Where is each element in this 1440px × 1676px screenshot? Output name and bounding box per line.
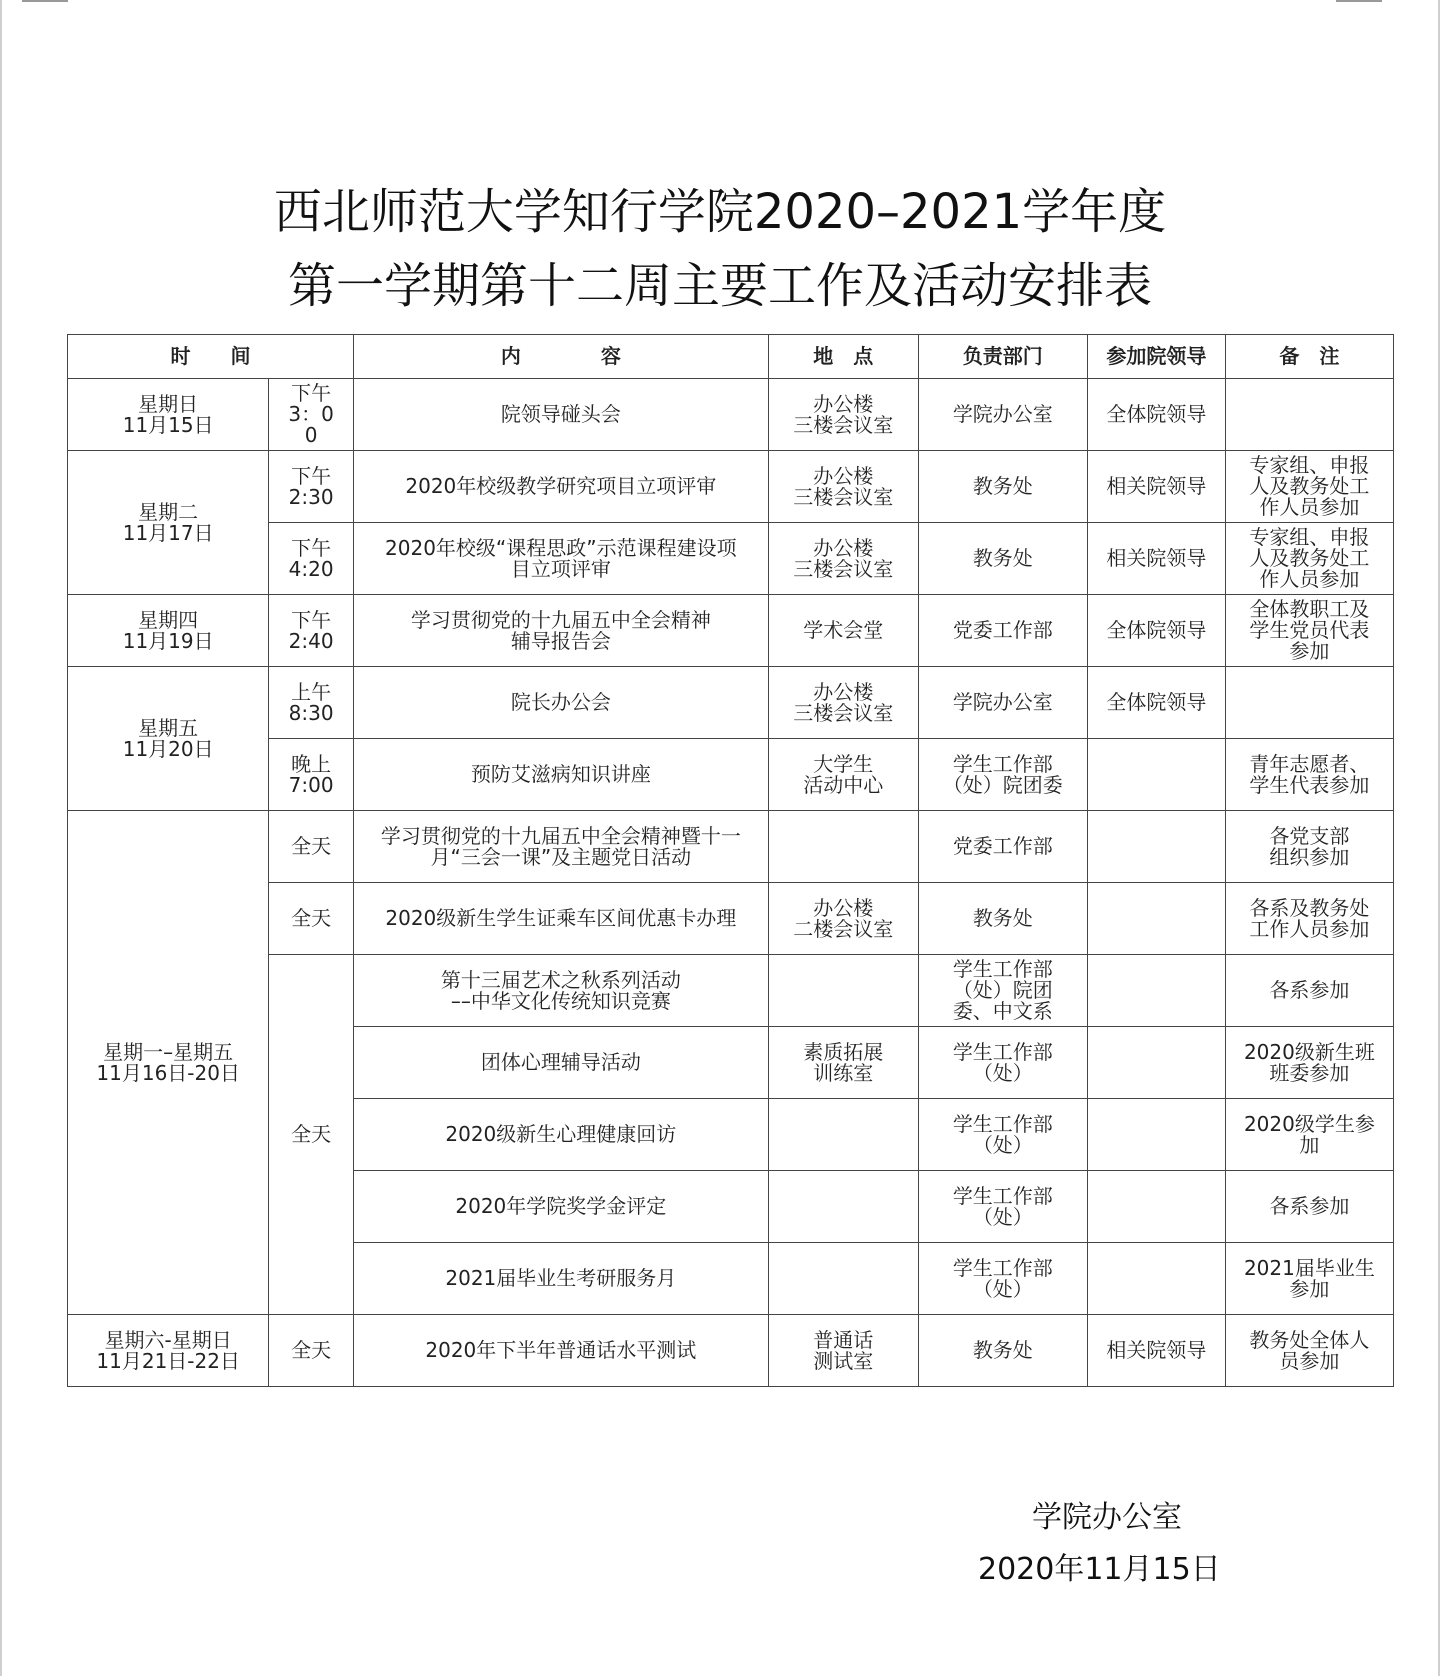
schedule-table	[67, 334, 1394, 1387]
leaders-cell: 相关院领导	[1088, 523, 1226, 595]
remarks-cell: 专家组、申报 人及教务处工 作人员参加	[1226, 451, 1394, 523]
remarks-cell: 教务处全体人 员参加	[1226, 1315, 1394, 1387]
location-cell	[769, 1099, 919, 1171]
department-cell: 学生工作部 （处）	[919, 1027, 1088, 1099]
header-time: 时 间	[68, 335, 354, 379]
location-cell	[769, 811, 919, 883]
content-cell: 学习贯彻党的十九届五中全会精神 辅导报告会	[354, 595, 769, 667]
table-row	[68, 667, 1394, 739]
time-cell: 全天	[269, 955, 354, 1315]
day-cell: 星期二 11月17日	[68, 451, 269, 595]
time-cell: 下午 4:20	[269, 523, 354, 595]
document-title	[0, 175, 1440, 323]
day-cell: 星期一–星期五 11月16日-20日	[68, 811, 269, 1315]
department-cell: 党委工作部	[919, 595, 1088, 667]
location-cell: 办公楼 三楼会议室	[769, 523, 919, 595]
header-department: 负责部门	[919, 335, 1088, 379]
issue-date: 2020年11月15日	[978, 1552, 1221, 1587]
content-cell: 2020年校级“课程思政”示范课程建设项 目立项评审	[354, 523, 769, 595]
content-cell: 2020年校级教学研究项目立项评审	[354, 451, 769, 523]
remarks-cell: 2020级学生参 加	[1226, 1099, 1394, 1171]
location-cell: 素质拓展 训练室	[769, 1027, 919, 1099]
corner-mark	[1336, 0, 1382, 2]
remarks-cell: 各系参加	[1226, 955, 1394, 1027]
header-row	[68, 335, 1394, 379]
leaders-cell	[1088, 811, 1226, 883]
day-cell: 星期六-星期日 11月21日-22日	[68, 1315, 269, 1387]
remarks-cell: 各党支部 组织参加	[1226, 811, 1394, 883]
content-cell: 2020年下半年普通话水平测试	[354, 1315, 769, 1387]
location-cell	[769, 1171, 919, 1243]
leaders-cell	[1088, 1171, 1226, 1243]
remarks-cell	[1226, 667, 1394, 739]
leaders-cell	[1088, 739, 1226, 811]
remarks-cell: 各系及教务处 工作人员参加	[1226, 883, 1394, 955]
location-cell: 大学生 活动中心	[769, 739, 919, 811]
location-cell: 办公楼 二楼会议室	[769, 883, 919, 955]
time-cell: 下午 2:40	[269, 595, 354, 667]
remarks-cell: 专家组、申报 人及教务处工 作人员参加	[1226, 523, 1394, 595]
department-cell: 学生工作部 （处）	[919, 1243, 1088, 1315]
table-row	[68, 379, 1394, 451]
time-cell: 全天	[269, 811, 354, 883]
header-leaders: 参加院领导	[1088, 335, 1226, 379]
leaders-cell	[1088, 1099, 1226, 1171]
time-cell: 下午 3：0 0	[269, 379, 354, 451]
time-cell: 晚上 7:00	[269, 739, 354, 811]
table-row	[68, 1315, 1394, 1387]
department-cell: 教务处	[919, 1315, 1088, 1387]
location-cell: 办公楼 三楼会议室	[769, 667, 919, 739]
leaders-cell: 相关院领导	[1088, 451, 1226, 523]
time-cell: 上午 8:30	[269, 667, 354, 739]
remarks-cell: 全体教职工及 学生党员代表 参加	[1226, 595, 1394, 667]
location-cell: 学术会堂	[769, 595, 919, 667]
time-cell: 全天	[269, 883, 354, 955]
content-cell: 2020年学院奖学金评定	[354, 1171, 769, 1243]
header-remarks: 备 注	[1226, 335, 1394, 379]
day-cell: 星期日 11月15日	[68, 379, 269, 451]
remarks-cell: 青年志愿者、 学生代表参加	[1226, 739, 1394, 811]
leaders-cell: 全体院领导	[1088, 667, 1226, 739]
title-line-1: 西北师范大学知行学院2020–2021学年度	[273, 184, 1167, 240]
content-cell: 院长办公会	[354, 667, 769, 739]
content-cell: 院领导碰头会	[354, 379, 769, 451]
department-cell: 教务处	[919, 523, 1088, 595]
department-cell: 学生工作部 （处）	[919, 1099, 1088, 1171]
table-row	[68, 811, 1394, 883]
title-line-2: 第一学期第十二周主要工作及活动安排表	[287, 258, 1152, 314]
header-location: 地 点	[769, 335, 919, 379]
content-cell: 预防艾滋病知识讲座	[354, 739, 769, 811]
leaders-cell: 相关院领导	[1088, 1315, 1226, 1387]
location-cell	[769, 1243, 919, 1315]
issuing-office: 学院办公室	[1032, 1500, 1182, 1535]
location-cell	[769, 955, 919, 1027]
location-cell: 办公楼 三楼会议室	[769, 451, 919, 523]
leaders-cell	[1088, 1027, 1226, 1099]
time-cell: 下午 2:30	[269, 451, 354, 523]
day-cell: 星期五 11月20日	[68, 667, 269, 811]
content-cell: 第十三届艺术之秋系列活动 ––中华文化传统知识竞赛	[354, 955, 769, 1027]
remarks-cell: 2021届毕业生 参加	[1226, 1243, 1394, 1315]
content-cell: 2020级新生心理健康回访	[354, 1099, 769, 1171]
department-cell: 教务处	[919, 451, 1088, 523]
department-cell: 学生工作部 （处）院团 委、中文系	[919, 955, 1088, 1027]
corner-mark	[22, 0, 68, 2]
department-cell: 学院办公室	[919, 667, 1088, 739]
leaders-cell	[1088, 883, 1226, 955]
department-cell: 学生工作部 （处）院团委	[919, 739, 1088, 811]
location-cell: 办公楼 三楼会议室	[769, 379, 919, 451]
header-content: 内 容	[354, 335, 769, 379]
remarks-cell	[1226, 379, 1394, 451]
remarks-cell: 各系参加	[1226, 1171, 1394, 1243]
content-cell: 团体心理辅导活动	[354, 1027, 769, 1099]
department-cell: 学院办公室	[919, 379, 1088, 451]
leaders-cell: 全体院领导	[1088, 379, 1226, 451]
table-row	[68, 595, 1394, 667]
department-cell: 教务处	[919, 883, 1088, 955]
leaders-cell	[1088, 1243, 1226, 1315]
department-cell: 学生工作部 （处）	[919, 1171, 1088, 1243]
table-row	[68, 451, 1394, 523]
remarks-cell: 2020级新生班 班委参加	[1226, 1027, 1394, 1099]
content-cell: 2021届毕业生考研服务月	[354, 1243, 769, 1315]
department-cell: 党委工作部	[919, 811, 1088, 883]
day-cell: 星期四 11月19日	[68, 595, 269, 667]
leaders-cell	[1088, 955, 1226, 1027]
content-cell: 2020级新生学生证乘车区间优惠卡办理	[354, 883, 769, 955]
location-cell: 普通话 测试室	[769, 1315, 919, 1387]
time-cell: 全天	[269, 1315, 354, 1387]
leaders-cell: 全体院领导	[1088, 595, 1226, 667]
content-cell: 学习贯彻党的十九届五中全会精神暨十一 月“三会一课”及主题党日活动	[354, 811, 769, 883]
